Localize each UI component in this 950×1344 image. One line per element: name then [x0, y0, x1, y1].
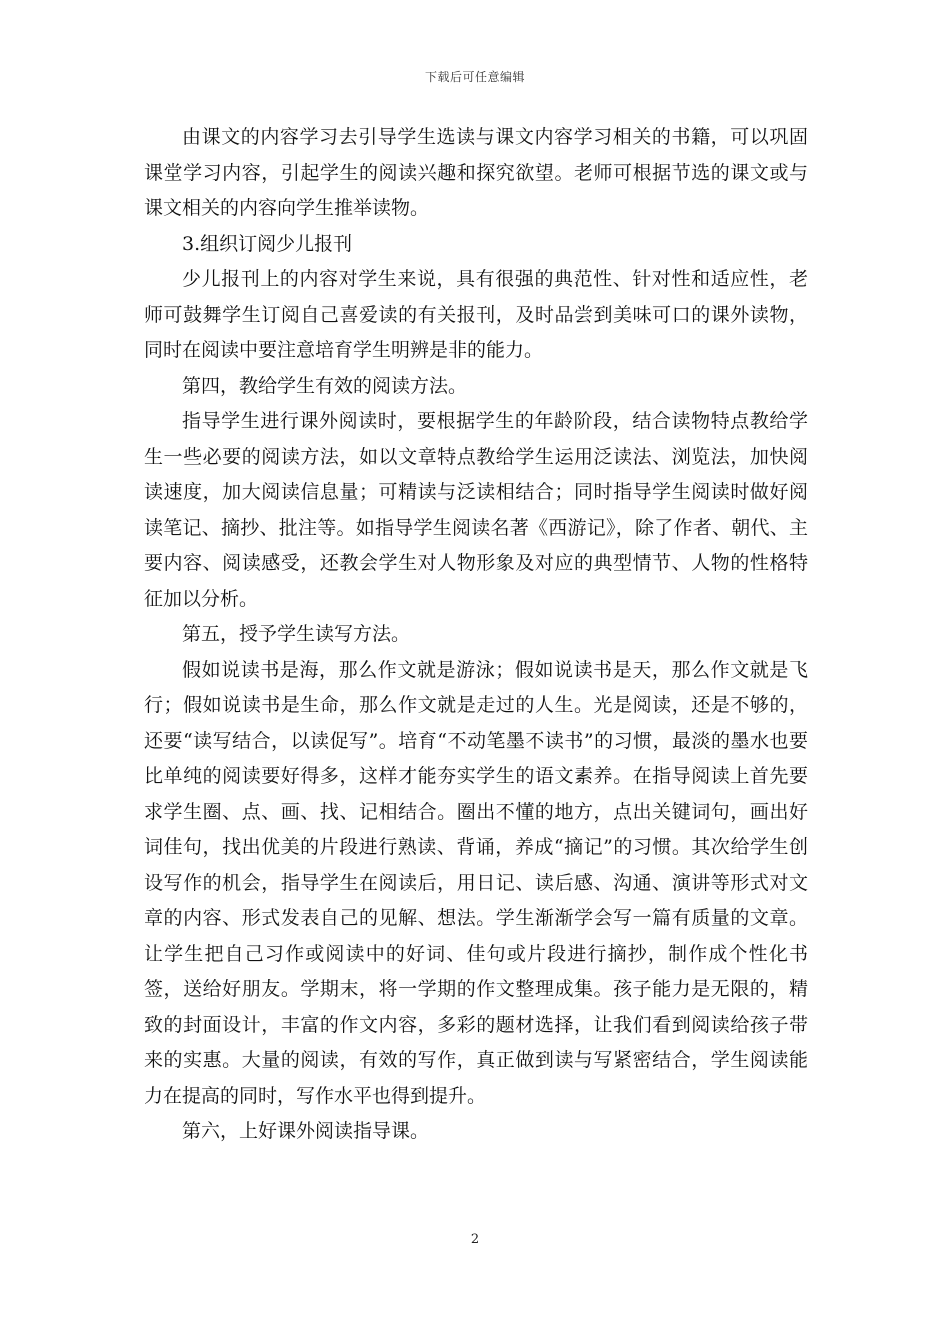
paragraph-6: 第五，授予学生读写方法。 — [182, 623, 411, 645]
page-header: 下载后可任意编辑 — [424, 70, 525, 84]
paragraph-3: 少儿报刊上的内容对学生来说，具有很强的典范性、针对性和适应性，老师可鼓舞学生订阅自己喜爱读的有关报刊，及时品尝到美味可口的课外读物，同时在阅读中要注意培育学生明辨是非的能力。 — [144, 268, 808, 361]
paragraph-7: 假如说读书是海，那么作文就是游泳；假如说读书是天，那么作文就是飞行；假如说读书是生命，那么作文就是走过的人生。光是阅读，还是不够的，还要“读写结合，以读促写”。培育“不动笔墨不读书”的习惯，最淡的墨水也要比单纯的阅读要好得多，这样才能夯实学生的语文素养。在指导阅读上首先要求学生圈、点、画、找、记相结合。圈出不懂的地方，点出关键词句，画出好词佳句，找出优美的片段进行熟读、背诵，养成“摘记”的习惯。其次给学生创设写作的机会，指导学生在阅读后，用日记、读后感、沟通、演讲等形式对文章的内容、形式发表自己的见解、想法。学生渐渐学会写一篇有质量的文章。让学生把自己习作或阅读中的好词、佳句或片段进行摘抄，制作成个性化书签，送给好朋友。学期末，将一学期的作文整理成集。孩子能力是无限的，精致的封面设计，丰富的作文内容，多彩的题材选择，让我们看到阅读给孩子带来的实惠。大量的阅读，有效的写作，真正做到读与写紧密结合，学生阅读能力在提高的同时，写作水平也得到提升。 — [144, 658, 808, 1107]
paragraph-5: 指导学生进行课外阅读时，要根据学生的年龄阶段，结合读物特点教给学生一些必要的阅读方法，如以文章特点教给学生运用泛读法、浏览法，加快阅读速度，加大阅读信息量；可精读与泛读相结合；同时指导学生阅读时做好阅读笔记、摘抄、批注等。如指导学生阅读名著《西游记》，除了作者、朝代、主要内容、阅读感受，还教会学生对人物形象及对应的典型情节、人物的性格特征加以分析。 — [144, 410, 808, 610]
document-body — [144, 120, 808, 1150]
paragraph-1: 由课文的内容学习去引导学生选读与课文内容学习相关的书籍，可以巩固课堂学习内容，引起学生的阅读兴趣和探究欲望。老师可根据节选的课文或与课文相关的内容向学生推举读物。 — [144, 126, 808, 219]
paragraph-4: 第四，教给学生有效的阅读方法。 — [182, 374, 468, 397]
paragraph-2: 3.组织订阅少儿报刊 — [182, 232, 353, 255]
page-number: 2 — [470, 1232, 480, 1247]
paragraph-8: 第六，上好课外阅读指导课。 — [182, 1120, 430, 1142]
